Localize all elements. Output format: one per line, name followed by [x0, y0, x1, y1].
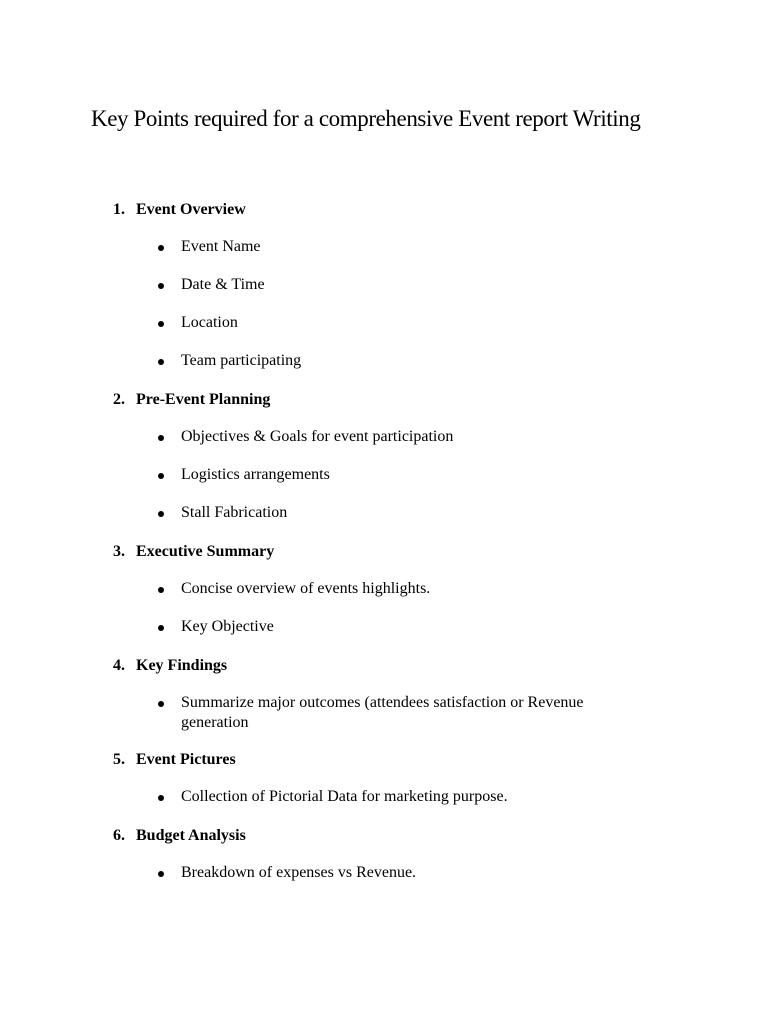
- section-title: Executive Summary: [136, 543, 275, 560]
- bullet-item: [0, 313, 768, 334]
- section-number: 1.: [113, 201, 125, 218]
- bullet-item: [0, 693, 768, 732]
- bullet-item: [0, 863, 768, 884]
- bullet-text: Date & Time: [181, 276, 265, 293]
- bullet-item: [0, 503, 768, 524]
- bullet-icon: [158, 473, 164, 479]
- document-title: Key Points required for a comprehensive Event report Writing: [91, 106, 641, 131]
- bullet-text: Breakdown of expenses vs Revenue.: [181, 864, 417, 881]
- bullet-text: Location: [181, 314, 238, 331]
- bullet-item: [0, 579, 768, 600]
- bullet-icon: [158, 625, 164, 631]
- bullet-item: [0, 617, 768, 638]
- bullet-item: [0, 275, 768, 296]
- bullet-icon: [158, 321, 164, 327]
- bullet-list: [0, 863, 768, 884]
- bullet-text: Logistics arrangements: [181, 466, 330, 483]
- bullet-list: [0, 579, 768, 638]
- bullet-text: Summarize major outcomes (attendees satisfaction or Revenue generation: [181, 694, 584, 731]
- bullet-list: [0, 693, 768, 732]
- section-heading: [0, 749, 768, 770]
- bullet-list: [0, 237, 768, 372]
- bullet-text: Objectives & Goals for event participation: [181, 428, 454, 445]
- bullet-text: Key Objective: [181, 618, 274, 635]
- section-number: 6.: [113, 827, 125, 844]
- section-heading: [0, 541, 768, 562]
- bullet-item: [0, 787, 768, 808]
- section-title: Key Findings: [136, 657, 228, 674]
- section-number: 5.: [113, 751, 125, 768]
- bullet-icon: [158, 795, 164, 801]
- section-heading: [0, 655, 768, 676]
- section-key-findings: [0, 655, 768, 732]
- section-event-overview: [0, 199, 768, 372]
- section-title: Pre-Event Planning: [136, 391, 271, 408]
- bullet-text: Concise overview of events highlights.: [181, 580, 431, 597]
- section-title: Event Pictures: [136, 751, 236, 768]
- bullet-text: Event Name: [181, 238, 261, 255]
- section-event-pictures: [0, 749, 768, 808]
- section-budget-analysis: [0, 825, 768, 884]
- section-number: 2.: [113, 391, 125, 408]
- bullet-item: [0, 237, 768, 258]
- bullet-icon: [158, 587, 164, 593]
- bullet-icon: [158, 871, 164, 877]
- section-title: Budget Analysis: [136, 827, 246, 844]
- bullet-icon: [158, 359, 164, 365]
- bullet-list: [0, 427, 768, 524]
- bullet-list: [0, 787, 768, 808]
- bullet-icon: [158, 701, 164, 707]
- bullet-item: [0, 427, 768, 448]
- section-heading: [0, 825, 768, 846]
- section-heading: [0, 389, 768, 410]
- section-number: 4.: [113, 657, 125, 674]
- bullet-icon: [158, 245, 164, 251]
- bullet-text: Stall Fabrication: [181, 504, 288, 521]
- section-title: Event Overview: [136, 201, 246, 218]
- bullet-item: [0, 465, 768, 486]
- section-heading: [0, 199, 768, 220]
- section-pre-event-planning: [0, 389, 768, 524]
- bullet-icon: [158, 283, 164, 289]
- section-number: 3.: [113, 543, 125, 560]
- section-list: [0, 199, 768, 901]
- section-executive-summary: [0, 541, 768, 638]
- bullet-text: Collection of Pictorial Data for marketing purpose.: [181, 788, 508, 805]
- bullet-icon: [158, 511, 164, 517]
- bullet-icon: [158, 435, 164, 441]
- bullet-text: Team participating: [181, 352, 302, 369]
- bullet-item: [0, 351, 768, 372]
